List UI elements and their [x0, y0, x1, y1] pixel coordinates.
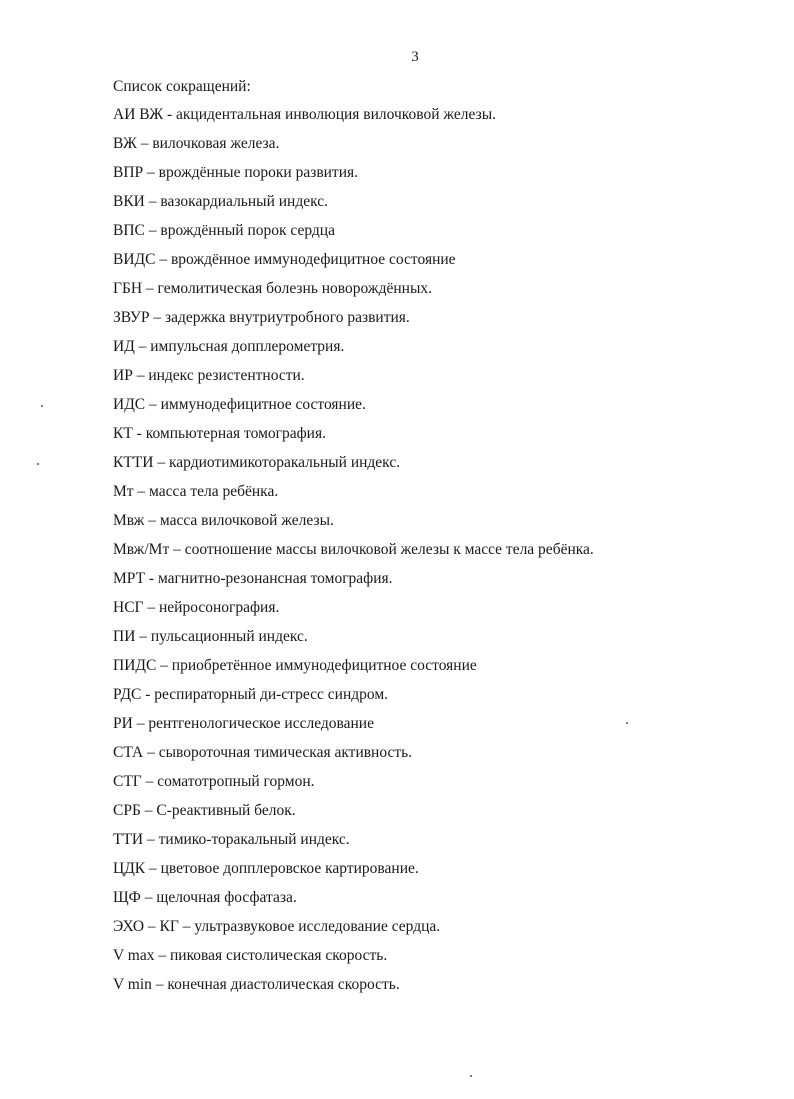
abbreviation-item: ЗВУР – задержка внутриутробного развития. — [113, 309, 410, 326]
abbreviation-item: V min – конечная диастолическая скорость. — [113, 976, 400, 993]
page-number: 3 — [411, 49, 419, 65]
abbreviation-item: V max – пиковая систолическая скорость. — [113, 947, 388, 964]
abbreviation-item: ИДС – иммунодефицитное состояние. — [113, 396, 366, 413]
abbreviation-item: ГБН – гемолитическая болезнь новорождённых. — [113, 280, 432, 297]
scan-speck — [626, 722, 628, 724]
abbreviation-item: АИ ВЖ - акцидентальная инволюция вилочковой железы. — [113, 106, 497, 123]
abbreviation-item: КТ - компьютерная томография. — [113, 425, 326, 442]
abbreviation-item: ВИДС – врождённое иммунодефицитное состояние — [113, 251, 456, 268]
abbreviation-list — [113, 104, 594, 1003]
abbreviation-item: ВПС – врождённый порок сердца — [113, 222, 335, 239]
abbreviation-item: МРТ - магнитно-резонансная томография. — [113, 570, 393, 587]
abbreviation-item: Мвж/Мт – соотношение массы вилочковой железы к массе тела ребёнка. — [113, 541, 594, 558]
abbreviation-item: Мвж – масса вилочковой железы. — [113, 512, 334, 529]
abbreviation-item: ПИДС – приобретённое иммунодефицитное состояние — [113, 657, 477, 674]
abbreviation-item: ПИ – пульсационный индекс. — [113, 628, 308, 645]
abbreviation-item: ВЖ – вилочковая железа. — [113, 135, 280, 152]
abbreviation-item: РДС - респираторный ди-стресс синдром. — [113, 686, 389, 703]
abbreviation-item: ЦДК – цветовое допплеровское картирование. — [113, 860, 419, 877]
abbreviation-item: ЩФ – щелочная фосфатаза. — [113, 889, 297, 906]
abbreviation-item: СТГ – соматотропный гормон. — [113, 773, 315, 790]
abbreviation-item: ВКИ – вазокардиальный индекс. — [113, 193, 329, 210]
abbreviation-item: НСГ – нейросонография. — [113, 599, 280, 616]
document-title: Список сокращений: — [113, 78, 251, 95]
abbreviation-item: Мт – масса тела ребёнка. — [113, 483, 279, 500]
abbreviation-item: КТТИ – кардиотимикоторакальный индекс. — [113, 454, 401, 471]
abbreviation-item: СРБ – С-реактивный белок. — [113, 802, 296, 819]
abbreviation-item: РИ – рентгенологическое исследование — [113, 715, 374, 732]
scan-speck — [41, 405, 43, 407]
scan-speck — [37, 463, 39, 465]
abbreviation-item: ВПР – врождённые пороки развития. — [113, 164, 359, 181]
abbreviation-item: ИР – индекс резистентности. — [113, 367, 305, 384]
abbreviation-item: ЭХО – КГ – ультразвуковое исследование сердца. — [113, 918, 441, 935]
abbreviation-item: ИД – импульсная допплерометрия. — [113, 338, 345, 355]
abbreviation-item: СТА – сывороточная тимическая активность. — [113, 744, 413, 761]
scan-speck — [470, 1075, 472, 1077]
abbreviation-item: ТТИ – тимико-торакальный индекс. — [113, 831, 350, 848]
